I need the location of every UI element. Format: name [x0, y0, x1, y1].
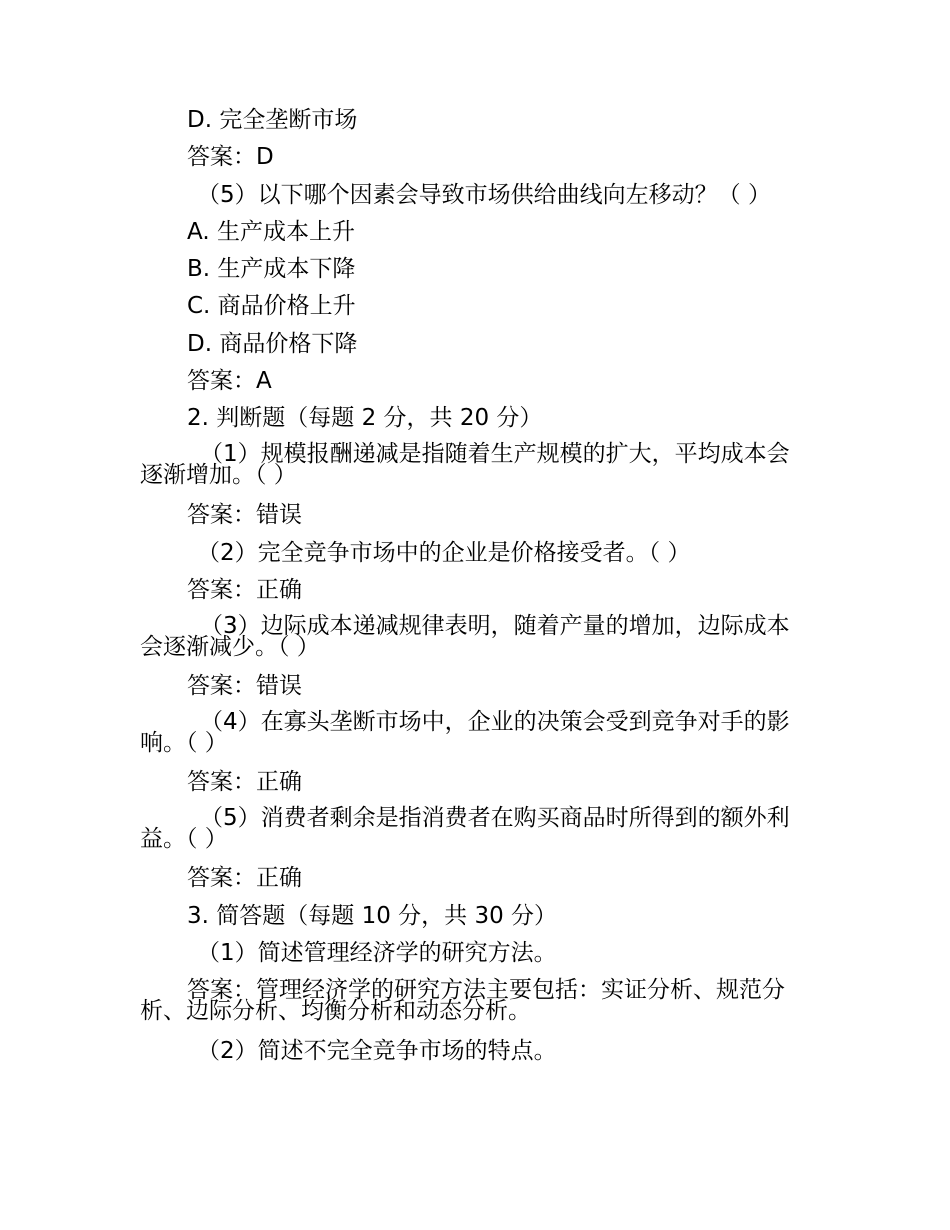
sa-question-2: （2）简述不完全竞争市场的特点。	[197, 1038, 557, 1064]
tf-question-4: （4）在寡头垄断市场中，企业的决策会受到竞争对手的影响。（ ）	[140, 709, 790, 756]
option-c-q5: C. 商品价格上升	[187, 293, 356, 319]
tf-answer-5: 答案：正确	[187, 865, 302, 891]
tf-answer-1: 答案：错误	[187, 502, 302, 528]
option-d-q5: D. 商品价格下降	[187, 331, 358, 357]
tf-question-5: （5）消费者剩余是指消费者在购买商品时所得到的额外利益。（ ）	[140, 805, 790, 852]
answer-q4: 答案：D	[187, 144, 274, 170]
section-heading-short-answer: 3. 简答题（每题 10 分，共 30 分）	[187, 903, 558, 929]
option-a-q5: A. 生产成本上升	[187, 219, 355, 245]
question-5: （5）以下哪个因素会导致市场供给曲线向左移动？（ ）	[197, 182, 771, 208]
tf-question-3: （3）边际成本递减规律表明，随着产量的增加，边际成本会逐渐减少。（ ）	[140, 613, 790, 660]
tf-answer-2: 答案：正确	[187, 577, 302, 603]
tf-answer-3: 答案：错误	[187, 673, 302, 699]
option-d-q4: D. 完全垄断市场	[187, 107, 358, 133]
tf-answer-4: 答案：正确	[187, 769, 302, 795]
tf-question-2: （2）完全竞争市场中的企业是价格接受者。（ ）	[197, 540, 691, 566]
answer-q5: 答案：A	[187, 368, 272, 394]
sa-question-1: （1）简述管理经济学的研究方法。	[197, 940, 557, 966]
section-heading-true-false: 2. 判断题（每题 2 分，共 20 分）	[187, 405, 543, 431]
sa-answer-1: 答案：管理经济学的研究方法主要包括：实证分析、规范分析、边际分析、均衡分析和动态分析。	[140, 977, 785, 1024]
tf-question-1: （1）规模报酬递减是指随着生产规模的扩大，平均成本会逐渐增加。（ ）	[140, 441, 790, 488]
option-b-q5: B. 生产成本下降	[187, 256, 356, 282]
